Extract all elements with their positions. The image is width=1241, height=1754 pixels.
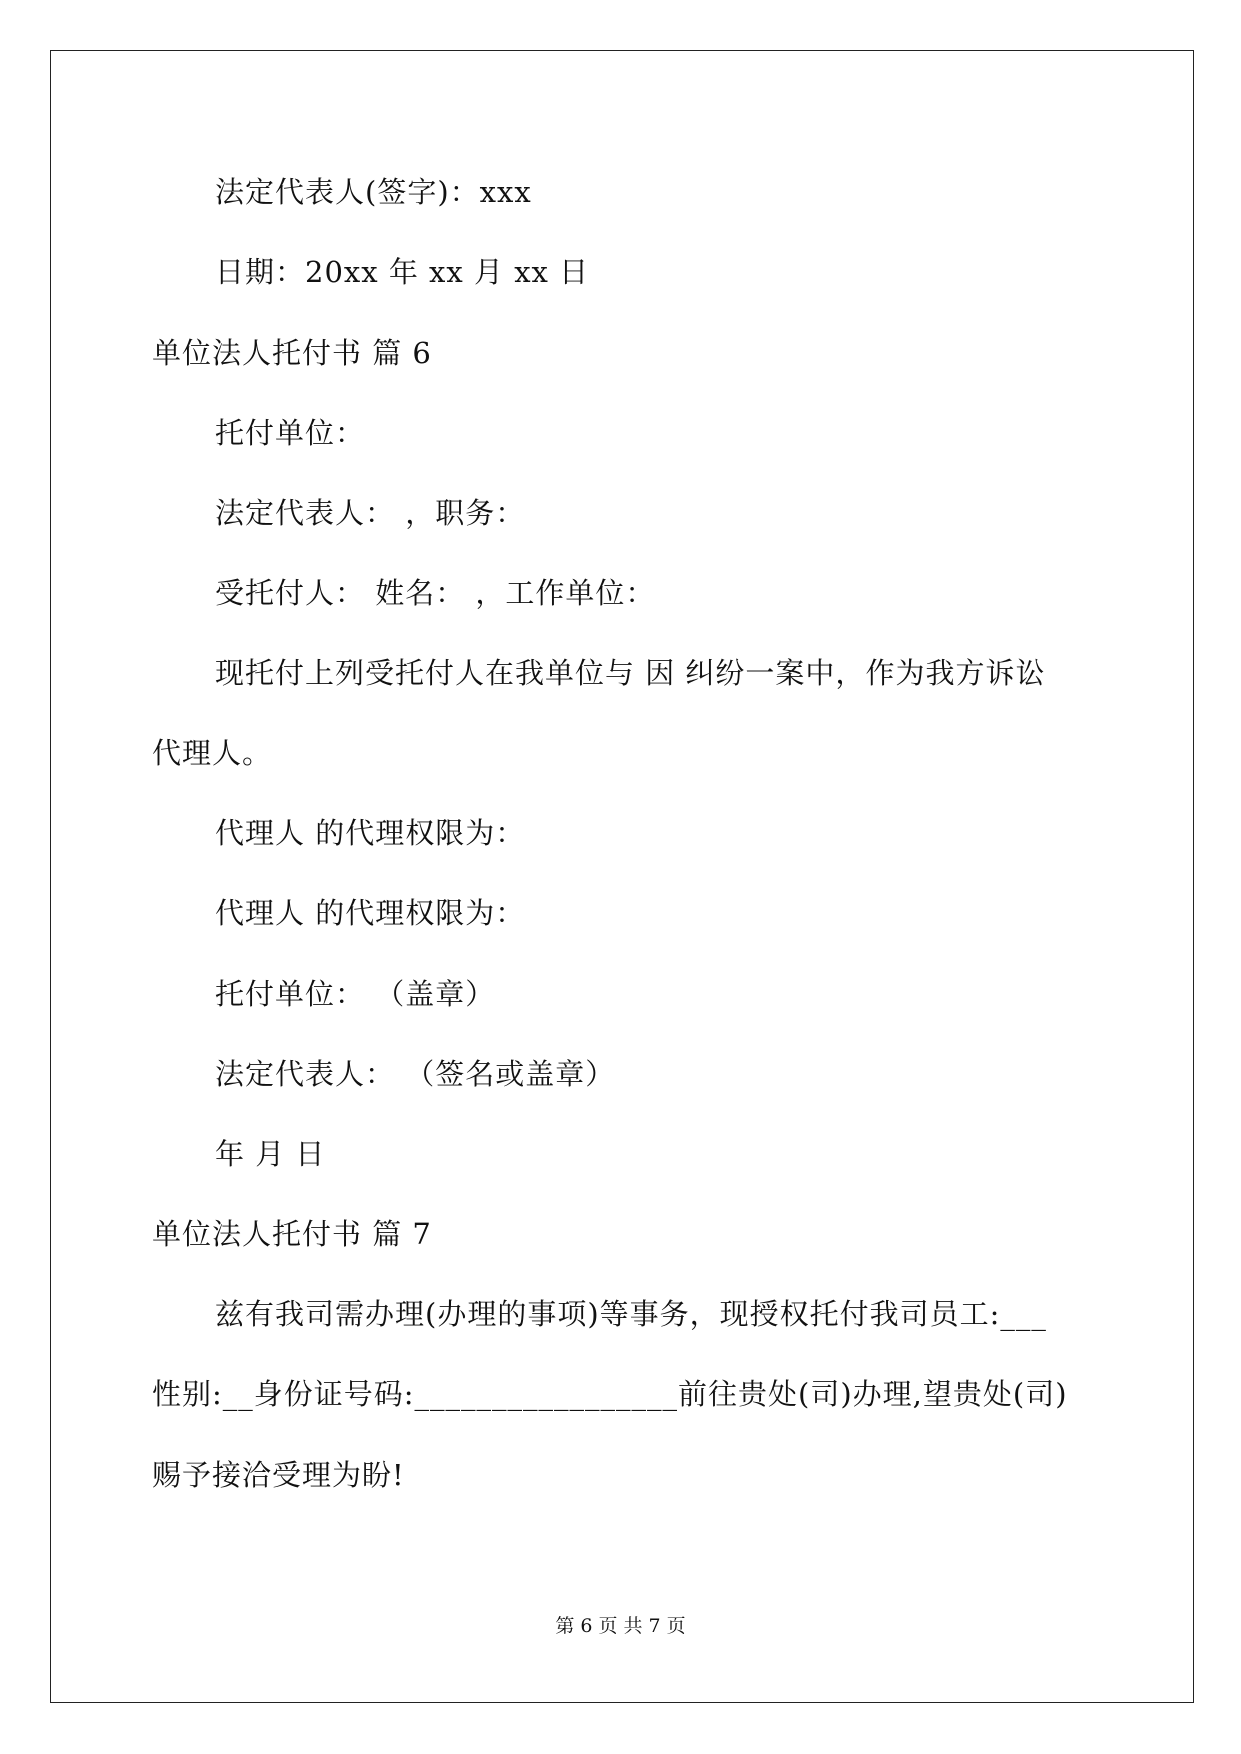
legal-rep-position-line: 法定代表人： ，职务： [215, 496, 526, 530]
section-heading-7: 单位法人托付书 篇 7 [152, 1217, 432, 1251]
date-line: 日期：20xx 年 xx 月 xx 日 [215, 255, 590, 289]
entrustment-paragraph-line-1: 现托付上列受托付人在我单位与 因 纠纷一案中，作为我方诉讼 [215, 656, 1046, 690]
legal-rep-sign-line: 法定代表人： （签名或盖章） [215, 1057, 616, 1091]
year-month-day-line: 年 月 日 [215, 1137, 326, 1171]
authorization-paragraph-line-1: 兹有我司需办理(办理的事项)等事务，现授权托付我司员工:___ [215, 1297, 1047, 1331]
signature-line: 法定代表人(签字)：xxx [215, 175, 532, 209]
trustee-line: 受托付人： 姓名： ，工作单位： [215, 576, 656, 610]
entrusting-unit-line: 托付单位： [215, 416, 366, 450]
authorization-paragraph-line-3: 赐予接洽受理为盼! [152, 1458, 405, 1492]
entrusting-unit-seal-line: 托付单位： （盖章） [215, 977, 496, 1011]
agent-authority-line-2: 代理人 的代理权限为： [215, 896, 526, 930]
section-heading-6: 单位法人托付书 篇 6 [152, 336, 432, 370]
authorization-paragraph-line-2: 性别:__身份证号码:_________________前往贵处(司)办理,望贵处(司) [152, 1377, 1068, 1411]
page-indicator: 第 6 页 共 7 页 [555, 1615, 686, 1637]
entrustment-paragraph-line-2: 代理人。 [152, 736, 273, 770]
agent-authority-line-1: 代理人 的代理权限为： [215, 816, 526, 850]
